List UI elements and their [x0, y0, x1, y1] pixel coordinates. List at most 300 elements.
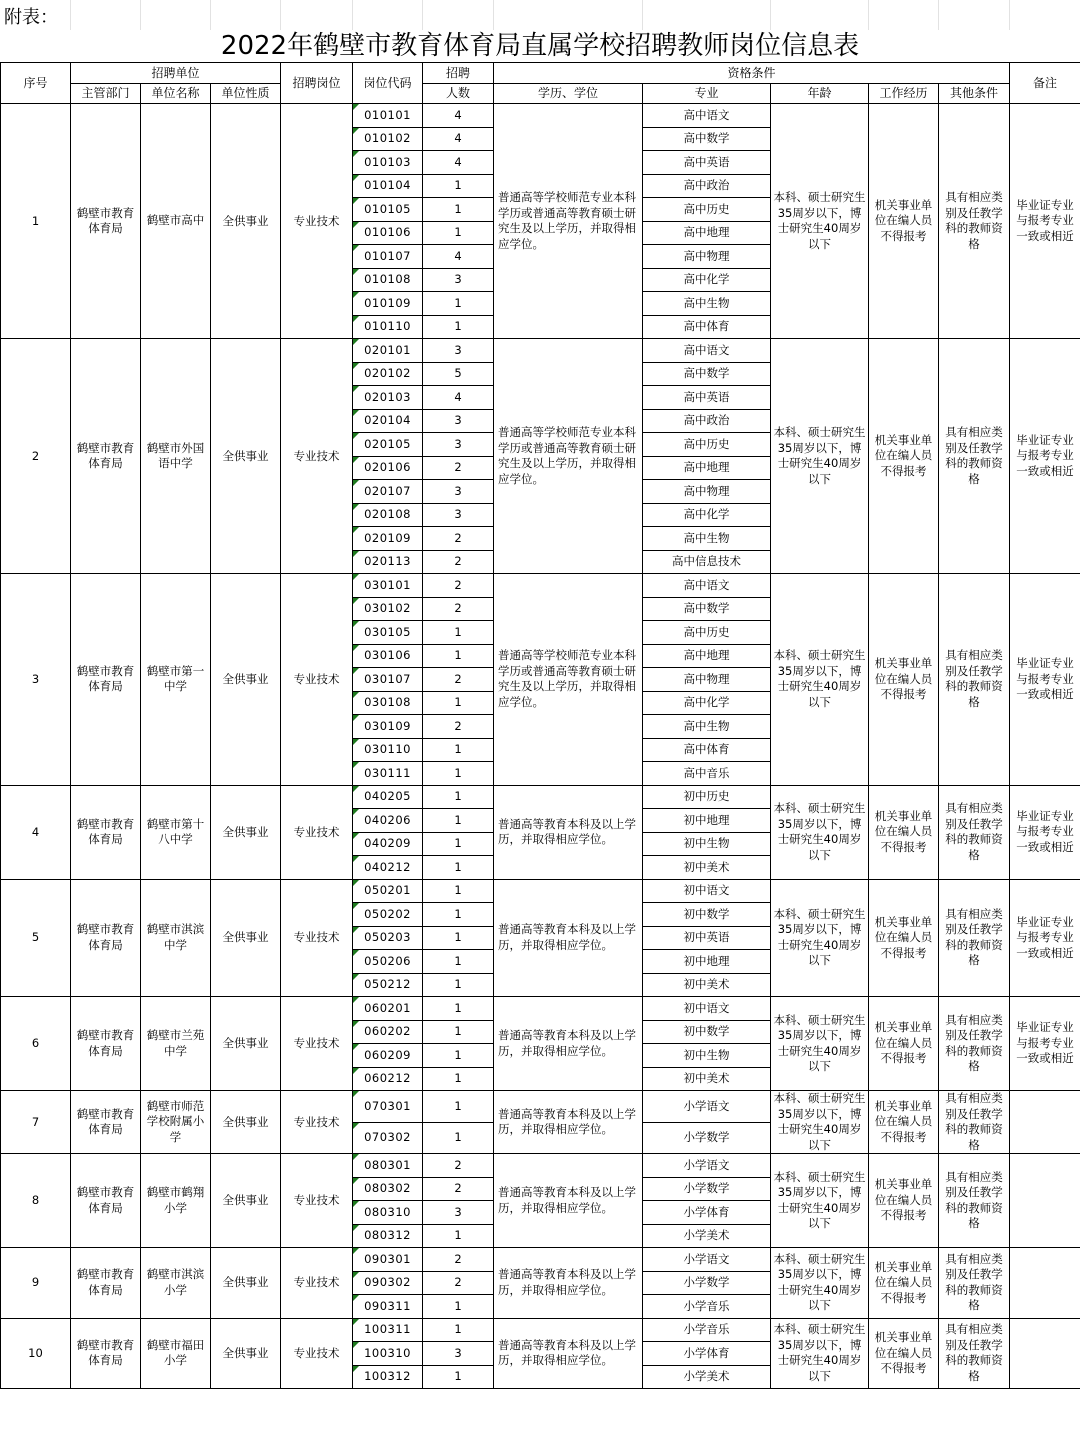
cell-major: 初中地理	[643, 950, 771, 974]
cell-other: 具有相应类别及任教学科的教师资格	[939, 879, 1010, 997]
cell-code: 030102	[353, 597, 423, 621]
cell-count: 3	[423, 1201, 494, 1225]
cell-count: 1	[423, 292, 494, 316]
cell-note	[1010, 1091, 1080, 1154]
cell-count: 1	[423, 621, 494, 645]
cell-exp: 机关事业单位在编人员不得报考	[869, 785, 939, 879]
cell-major: 小学音乐	[643, 1295, 771, 1319]
grid-cell	[422, 0, 494, 30]
header-position: 招聘岗位	[281, 63, 353, 104]
cell-age: 本科、硕士研究生35周岁以下，博士研究生40周岁以下	[771, 879, 869, 997]
cell-code: 010108	[353, 268, 423, 292]
cell-major: 小学数学	[643, 1271, 771, 1295]
table-body	[1, 104, 1080, 1389]
cell-major: 初中生物	[643, 1044, 771, 1068]
cell-note: 毕业证专业与报考专业一致或相近	[1010, 785, 1080, 879]
cell-exp: 机关事业单位在编人员不得报考	[869, 1248, 939, 1319]
cell-other: 具有相应类别及任教学科的教师资格	[939, 104, 1010, 339]
cell-major: 小学语文	[643, 1091, 771, 1123]
cell-major: 高中物理	[643, 480, 771, 504]
cell-age: 本科、硕士研究生35周岁以下，博士研究生40周岁以下	[771, 574, 869, 786]
header-code: 岗位代码	[353, 63, 423, 104]
cell-major: 高中地理	[643, 644, 771, 668]
cell-code: 010101	[353, 104, 423, 128]
cell-code: 060209	[353, 1044, 423, 1068]
cell-major: 高中历史	[643, 621, 771, 645]
grid-cell	[70, 0, 141, 30]
cell-code: 030109	[353, 715, 423, 739]
cell-code: 090301	[353, 1248, 423, 1272]
cell-count: 3	[423, 409, 494, 433]
table-row	[1, 997, 1080, 1021]
cell-age: 本科、硕士研究生35周岁以下，博士研究生40周岁以下	[771, 339, 869, 574]
cell-unit-name: 鹤壁市外国语中学	[141, 339, 211, 574]
cell-position: 专业技术	[281, 339, 353, 574]
grid-cell	[140, 0, 211, 30]
cell-major: 小学数学	[643, 1177, 771, 1201]
cell-unit-name: 鹤壁市淇滨小学	[141, 1248, 211, 1319]
cell-major: 高中化学	[643, 503, 771, 527]
cell-other: 具有相应类别及任教学科的教师资格	[939, 1091, 1010, 1154]
header-count-bottom: 人数	[423, 84, 494, 104]
cell-note	[1010, 1154, 1080, 1248]
cell-count: 2	[423, 456, 494, 480]
cell-dept: 鹤壁市教育体育局	[71, 997, 141, 1091]
cell-count: 1	[423, 174, 494, 198]
cell-unit-type: 全供事业	[211, 574, 281, 786]
cell-note: 毕业证专业与报考专业一致或相近	[1010, 339, 1080, 574]
cell-major: 高中数学	[643, 127, 771, 151]
cell-other: 具有相应类别及任教学科的教师资格	[939, 1154, 1010, 1248]
cell-count: 1	[423, 1224, 494, 1248]
cell-seq: 1	[1, 104, 71, 339]
cell-exp: 机关事业单位在编人员不得报考	[869, 879, 939, 997]
cell-code: 030108	[353, 691, 423, 715]
cell-code: 080312	[353, 1224, 423, 1248]
cell-count: 1	[423, 1295, 494, 1319]
cell-code: 050202	[353, 903, 423, 927]
cell-count: 5	[423, 362, 494, 386]
cell-major: 高中体育	[643, 315, 771, 339]
cell-unit-type: 全供事业	[211, 1091, 281, 1154]
cell-note: 毕业证专业与报考专业一致或相近	[1010, 104, 1080, 339]
cell-code: 020102	[353, 362, 423, 386]
cell-count: 1	[423, 997, 494, 1021]
cell-major: 高中语文	[643, 339, 771, 363]
cell-major: 高中地理	[643, 221, 771, 245]
cell-unit-type: 全供事业	[211, 1248, 281, 1319]
cell-age: 本科、硕士研究生35周岁以下，博士研究生40周岁以下	[771, 785, 869, 879]
cell-major: 高中物理	[643, 245, 771, 269]
cell-code: 010109	[353, 292, 423, 316]
cell-unit-name: 鹤壁市淇滨中学	[141, 879, 211, 997]
cell-major: 高中体育	[643, 738, 771, 762]
cell-major: 高中信息技术	[643, 550, 771, 574]
cell-count: 2	[423, 574, 494, 598]
cell-age: 本科、硕士研究生35周岁以下，博士研究生40周岁以下	[771, 1154, 869, 1248]
cell-major: 小学数学	[643, 1122, 771, 1154]
cell-count: 1	[423, 221, 494, 245]
table-row	[1, 785, 1080, 809]
cell-major: 初中语文	[643, 997, 771, 1021]
cell-position: 专业技术	[281, 1248, 353, 1319]
cell-unit-type: 全供事业	[211, 997, 281, 1091]
cell-major: 初中数学	[643, 903, 771, 927]
cell-count: 2	[423, 1271, 494, 1295]
header-edu: 学历、学位	[494, 84, 643, 104]
cell-age: 本科、硕士研究生35周岁以下，博士研究生40周岁以下	[771, 104, 869, 339]
cell-seq: 6	[1, 997, 71, 1091]
cell-major: 高中英语	[643, 386, 771, 410]
cell-seq: 5	[1, 879, 71, 997]
cell-code: 030110	[353, 738, 423, 762]
table-row	[1, 1248, 1080, 1272]
cell-age: 本科、硕士研究生35周岁以下，博士研究生40周岁以下	[771, 1248, 869, 1319]
cell-exp: 机关事业单位在编人员不得报考	[869, 339, 939, 574]
cell-count: 1	[423, 856, 494, 880]
cell-code: 010105	[353, 198, 423, 222]
cell-position: 专业技术	[281, 104, 353, 339]
cell-unit-type: 全供事业	[211, 1318, 281, 1389]
cell-major: 小学语文	[643, 1154, 771, 1178]
attachment-label: 附表：	[4, 7, 58, 28]
cell-note: 毕业证专业与报考专业一致或相近	[1010, 574, 1080, 786]
cell-age: 本科、硕士研究生35周岁以下，博士研究生40周岁以下	[771, 1318, 869, 1389]
cell-dept: 鹤壁市教育体育局	[71, 785, 141, 879]
cell-code: 050203	[353, 926, 423, 950]
cell-major: 高中历史	[643, 433, 771, 457]
cell-education: 普通高等学校师范专业本科学历或普通高等教育硕士研究生及以上学历，并取得相应学位。	[494, 339, 643, 574]
cell-dept: 鹤壁市教育体育局	[71, 1318, 141, 1389]
table-row	[1, 339, 1080, 363]
table-row	[1, 1154, 1080, 1178]
cell-count: 2	[423, 1154, 494, 1178]
cell-major: 初中美术	[643, 856, 771, 880]
cell-count: 1	[423, 762, 494, 786]
header-major: 专业	[643, 84, 771, 104]
table-row	[1, 1091, 1080, 1123]
cell-education: 普通高等教育本科及以上学历，并取得相应学位。	[494, 1154, 643, 1248]
cell-position: 专业技术	[281, 997, 353, 1091]
cell-count: 4	[423, 127, 494, 151]
cell-unit-name: 鹤壁市师范学校附属小学	[141, 1091, 211, 1154]
cell-count: 1	[423, 691, 494, 715]
cell-dept: 鹤壁市教育体育局	[71, 1248, 141, 1319]
cell-count: 1	[423, 1122, 494, 1154]
cell-code: 100310	[353, 1342, 423, 1366]
cell-code: 010102	[353, 127, 423, 151]
cell-code: 050212	[353, 973, 423, 997]
header-count-top: 招聘	[423, 63, 494, 84]
cell-dept: 鹤壁市教育体育局	[71, 339, 141, 574]
cell-major: 高中语文	[643, 574, 771, 598]
cell-code: 020104	[353, 409, 423, 433]
cell-count: 1	[423, 1365, 494, 1389]
cell-code: 080310	[353, 1201, 423, 1225]
cell-seq: 3	[1, 574, 71, 786]
cell-code: 070301	[353, 1091, 423, 1123]
cell-dept: 鹤壁市教育体育局	[71, 574, 141, 786]
cell-seq: 2	[1, 339, 71, 574]
cell-code: 090302	[353, 1271, 423, 1295]
cell-code: 020103	[353, 386, 423, 410]
grid-cell	[280, 0, 353, 30]
cell-dept: 鹤壁市教育体育局	[71, 879, 141, 997]
cell-age: 本科、硕士研究生35周岁以下，博士研究生40周岁以下	[771, 997, 869, 1091]
table-row	[1, 104, 1080, 128]
cell-count: 2	[423, 1177, 494, 1201]
cell-position: 专业技术	[281, 574, 353, 786]
cell-count: 4	[423, 386, 494, 410]
cell-unit-type: 全供事业	[211, 879, 281, 997]
cell-count: 4	[423, 151, 494, 175]
recruitment-table	[0, 62, 1080, 1389]
cell-count: 1	[423, 738, 494, 762]
cell-other: 具有相应类别及任教学科的教师资格	[939, 574, 1010, 786]
cell-note	[1010, 1318, 1080, 1389]
table-row	[1, 879, 1080, 903]
cell-code: 030105	[353, 621, 423, 645]
cell-code: 030101	[353, 574, 423, 598]
header-unit-name: 单位名称	[141, 84, 211, 104]
cell-code: 060201	[353, 997, 423, 1021]
cell-count: 2	[423, 668, 494, 692]
header-seq: 序号	[1, 63, 71, 104]
cell-position: 专业技术	[281, 879, 353, 997]
cell-seq: 9	[1, 1248, 71, 1319]
cell-count: 1	[423, 950, 494, 974]
cell-code: 080302	[353, 1177, 423, 1201]
cell-dept: 鹤壁市教育体育局	[71, 1091, 141, 1154]
cell-count: 1	[423, 1020, 494, 1044]
cell-code: 020105	[353, 433, 423, 457]
cell-count: 1	[423, 879, 494, 903]
cell-position: 专业技术	[281, 1091, 353, 1154]
grid-cell	[868, 0, 939, 30]
header-note: 备注	[1010, 63, 1080, 104]
cell-count: 2	[423, 715, 494, 739]
cell-major: 高中地理	[643, 456, 771, 480]
sheet-top-row	[0, 0, 1080, 30]
cell-major: 小学体育	[643, 1342, 771, 1366]
cell-other: 具有相应类别及任教学科的教师资格	[939, 339, 1010, 574]
cell-code: 040206	[353, 809, 423, 833]
cell-major: 高中语文	[643, 104, 771, 128]
cell-unit-type: 全供事业	[211, 1154, 281, 1248]
cell-count: 1	[423, 809, 494, 833]
cell-count: 3	[423, 433, 494, 457]
cell-seq: 10	[1, 1318, 71, 1389]
cell-count: 1	[423, 644, 494, 668]
cell-major: 初中语文	[643, 879, 771, 903]
cell-education: 普通高等教育本科及以上学历，并取得相应学位。	[494, 1248, 643, 1319]
cell-major: 高中政治	[643, 174, 771, 198]
cell-major: 小学语文	[643, 1248, 771, 1272]
cell-major: 高中生物	[643, 292, 771, 316]
cell-count: 3	[423, 1342, 494, 1366]
cell-unit-type: 全供事业	[211, 785, 281, 879]
grid-cell	[938, 0, 1010, 30]
cell-position: 专业技术	[281, 785, 353, 879]
cell-other: 具有相应类别及任教学科的教师资格	[939, 1248, 1010, 1319]
cell-code: 090311	[353, 1295, 423, 1319]
cell-unit-type: 全供事业	[211, 339, 281, 574]
cell-major: 高中数学	[643, 597, 771, 621]
header-qual-group: 资格条件	[494, 63, 1010, 84]
cell-major: 高中化学	[643, 268, 771, 292]
cell-major: 初中美术	[643, 1067, 771, 1091]
cell-major: 小学美术	[643, 1365, 771, 1389]
cell-count: 2	[423, 1248, 494, 1272]
cell-major: 初中生物	[643, 832, 771, 856]
cell-education: 普通高等教育本科及以上学历，并取得相应学位。	[494, 879, 643, 997]
header-other: 其他条件	[939, 84, 1010, 104]
grid-cell	[642, 0, 771, 30]
cell-position: 专业技术	[281, 1318, 353, 1389]
cell-seq: 7	[1, 1091, 71, 1154]
cell-unit-name: 鹤壁市福田小学	[141, 1318, 211, 1389]
cell-seq: 8	[1, 1154, 71, 1248]
cell-note	[1010, 1248, 1080, 1319]
cell-exp: 机关事业单位在编人员不得报考	[869, 574, 939, 786]
cell-code: 100312	[353, 1365, 423, 1389]
cell-major: 高中音乐	[643, 762, 771, 786]
cell-major: 初中英语	[643, 926, 771, 950]
cell-dept: 鹤壁市教育体育局	[71, 104, 141, 339]
cell-code: 010110	[353, 315, 423, 339]
cell-unit-name: 鹤壁市高中	[141, 104, 211, 339]
cell-code: 020108	[353, 503, 423, 527]
cell-code: 050206	[353, 950, 423, 974]
cell-code: 010104	[353, 174, 423, 198]
cell-major: 高中英语	[643, 151, 771, 175]
cell-code: 040205	[353, 785, 423, 809]
cell-code: 030111	[353, 762, 423, 786]
cell-unit-name: 鹤壁市兰苑中学	[141, 997, 211, 1091]
cell-other: 具有相应类别及任教学科的教师资格	[939, 1318, 1010, 1389]
header-exp: 工作经历	[869, 84, 939, 104]
cell-note: 毕业证专业与报考专业一致或相近	[1010, 997, 1080, 1091]
cell-count: 1	[423, 1067, 494, 1091]
cell-count: 4	[423, 245, 494, 269]
cell-count: 2	[423, 527, 494, 551]
cell-count: 1	[423, 926, 494, 950]
cell-other: 具有相应类别及任教学科的教师资格	[939, 785, 1010, 879]
cell-major: 高中政治	[643, 409, 771, 433]
cell-major: 初中地理	[643, 809, 771, 833]
cell-code: 010106	[353, 221, 423, 245]
cell-education: 普通高等教育本科及以上学历，并取得相应学位。	[494, 1091, 643, 1154]
cell-code: 010103	[353, 151, 423, 175]
cell-other: 具有相应类别及任教学科的教师资格	[939, 997, 1010, 1091]
page-title: 2022年鹤壁市教育体育局直属学校招聘教师岗位信息表	[220, 31, 860, 61]
cell-exp: 机关事业单位在编人员不得报考	[869, 1154, 939, 1248]
header-unit-group: 招聘单位	[71, 63, 281, 84]
cell-major: 小学体育	[643, 1201, 771, 1225]
cell-code: 050201	[353, 879, 423, 903]
cell-count: 1	[423, 315, 494, 339]
cell-major: 初中历史	[643, 785, 771, 809]
cell-major: 初中数学	[643, 1020, 771, 1044]
grid-cell	[770, 0, 869, 30]
cell-count: 3	[423, 268, 494, 292]
cell-code: 020106	[353, 456, 423, 480]
cell-count: 1	[423, 973, 494, 997]
cell-count: 3	[423, 480, 494, 504]
cell-code: 030107	[353, 668, 423, 692]
header-unit-type: 单位性质	[211, 84, 281, 104]
header-age: 年龄	[771, 84, 869, 104]
cell-code: 020113	[353, 550, 423, 574]
cell-major: 小学音乐	[643, 1318, 771, 1342]
cell-code: 020109	[353, 527, 423, 551]
cell-unit-name: 鹤壁市鹤翔小学	[141, 1154, 211, 1248]
cell-seq: 4	[1, 785, 71, 879]
cell-count: 2	[423, 597, 494, 621]
cell-code: 040212	[353, 856, 423, 880]
cell-count: 1	[423, 198, 494, 222]
cell-code: 100311	[353, 1318, 423, 1342]
cell-major: 初中美术	[643, 973, 771, 997]
cell-education: 普通高等教育本科及以上学历，并取得相应学位。	[494, 997, 643, 1091]
cell-code: 010107	[353, 245, 423, 269]
cell-count: 1	[423, 1318, 494, 1342]
cell-code: 070302	[353, 1122, 423, 1154]
cell-code: 080301	[353, 1154, 423, 1178]
cell-education: 普通高等学校师范专业本科学历或普通高等教育硕士研究生及以上学历，并取得相应学位。	[494, 104, 643, 339]
cell-unit-name: 鹤壁市第一中学	[141, 574, 211, 786]
cell-major: 高中化学	[643, 691, 771, 715]
cell-major: 高中物理	[643, 668, 771, 692]
cell-count: 3	[423, 339, 494, 363]
cell-exp: 机关事业单位在编人员不得报考	[869, 1318, 939, 1389]
cell-education: 普通高等教育本科及以上学历，并取得相应学位。	[494, 1318, 643, 1389]
cell-count: 3	[423, 503, 494, 527]
cell-count: 1	[423, 832, 494, 856]
cell-major: 高中生物	[643, 715, 771, 739]
cell-code: 040209	[353, 832, 423, 856]
cell-major: 高中生物	[643, 527, 771, 551]
table-row	[1, 1318, 1080, 1342]
cell-count: 1	[423, 903, 494, 927]
cell-count: 1	[423, 1091, 494, 1123]
grid-cell	[352, 0, 423, 30]
cell-unit-name: 鹤壁市第十八中学	[141, 785, 211, 879]
table-row	[1, 574, 1080, 598]
cell-count: 1	[423, 1044, 494, 1068]
cell-unit-type: 全供事业	[211, 104, 281, 339]
grid-cell	[493, 0, 643, 30]
cell-count: 2	[423, 550, 494, 574]
cell-code: 060212	[353, 1067, 423, 1091]
cell-position: 专业技术	[281, 1154, 353, 1248]
cell-major: 高中历史	[643, 198, 771, 222]
cell-exp: 机关事业单位在编人员不得报考	[869, 997, 939, 1091]
cell-exp: 机关事业单位在编人员不得报考	[869, 104, 939, 339]
cell-major: 高中数学	[643, 362, 771, 386]
cell-major: 小学美术	[643, 1224, 771, 1248]
cell-exp: 机关事业单位在编人员不得报考	[869, 1091, 939, 1154]
cell-note: 毕业证专业与报考专业一致或相近	[1010, 879, 1080, 997]
cell-count: 4	[423, 104, 494, 128]
header-dept: 主管部门	[71, 84, 141, 104]
cell-education: 普通高等学校师范专业本科学历或普通高等教育硕士研究生及以上学历，并取得相应学位。	[494, 574, 643, 786]
grid-cell	[210, 0, 281, 30]
cell-code: 030106	[353, 644, 423, 668]
cell-dept: 鹤壁市教育体育局	[71, 1154, 141, 1248]
cell-code: 060202	[353, 1020, 423, 1044]
cell-code: 020107	[353, 480, 423, 504]
